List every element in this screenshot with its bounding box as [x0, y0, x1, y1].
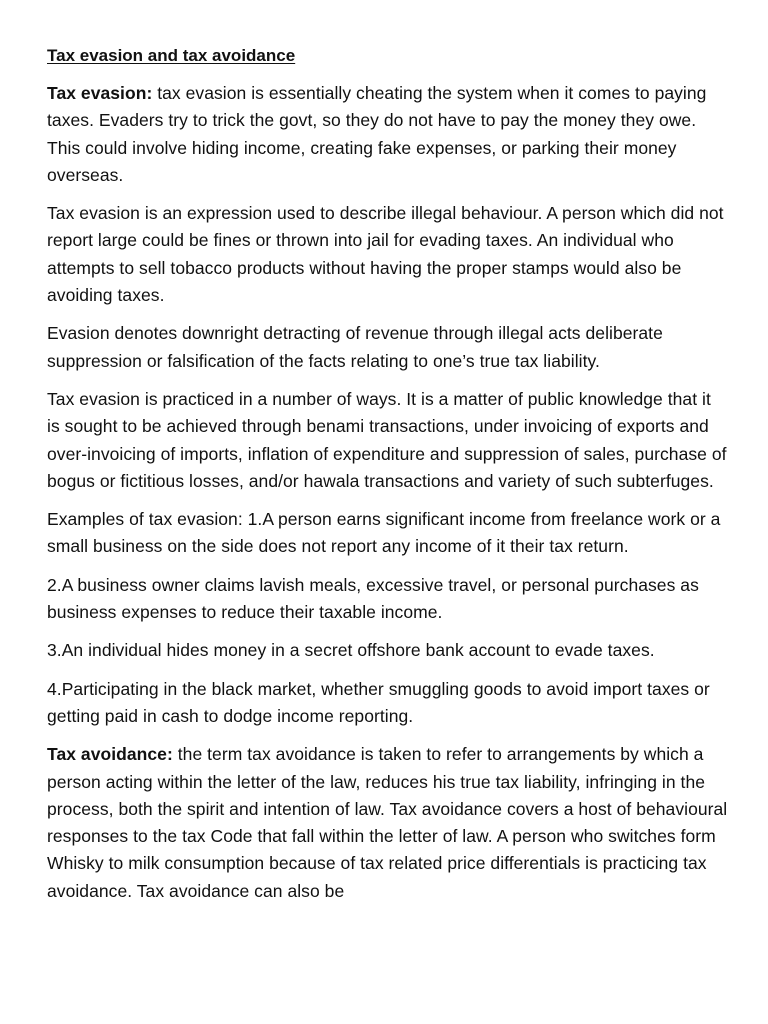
paragraph-text: 4.Participating in the black market, whether smuggling goods to avoid import taxes or getting paid in cash to dodge income reporting. — [47, 678, 710, 726]
paragraph-text: 3.An individual hides money in a secret offshore bank account to evade taxes. — [47, 640, 655, 661]
paragraph-illegal-behaviour — [47, 200, 728, 309]
paragraph-practiced-ways — [47, 386, 728, 495]
term-tax-evasion: Tax evasion: — [47, 83, 153, 103]
paragraph-tax-evasion-definition — [47, 80, 728, 189]
term-tax-avoidance: Tax avoidance: — [47, 744, 173, 765]
paragraph-evasion-denotes — [47, 320, 728, 375]
paragraph-text: Evasion denotes downright detracting of revenue through illegal acts deliberate suppression or falsification of the facts relating to one’s true tax liability. — [47, 323, 663, 371]
paragraph-text: Tax evasion is an expression used to describe illegal behaviour. A person which did not report large could be fines or thrown into jail for evading taxes. An individual who attempts to sell tobacco products without having the proper stamps would also be avoiding taxes. — [47, 203, 724, 306]
paragraph-example-2 — [47, 572, 728, 627]
document-title: Tax evasion and tax avoidance — [47, 46, 296, 65]
paragraph-text: tax evasion is essentially cheating the system when it comes to paying taxes. Evaders try to trick the govt, so they do not have to pay the money they owe. This could involve hiding income, creating fake expenses, or parking their money overseas. — [47, 83, 707, 185]
paragraph-example-4 — [47, 676, 728, 731]
paragraph-text: the term tax avoidance is taken to refer to arrangements by which a person acting within the letter of the law, reduces his true tax liability, infringing in the process, both the spirit and intention of law. Tax avoidance covers a host of behavioural responses to the tax Code that fall within the letter of law. A person who switches form Whisky to milk consumption because of tax related price differentials is practicing tax avoidance. Tax avoidance can also be — [47, 744, 728, 901]
paragraph-example-1 — [47, 506, 728, 561]
paragraph-tax-avoidance-definition — [47, 741, 728, 905]
paragraph-example-3 — [47, 637, 728, 664]
paragraph-text: 2.A business owner claims lavish meals, excessive travel, or personal purchases as business expenses to reduce their taxable income. — [47, 574, 699, 623]
paragraph-text: Examples of tax evasion: 1.A person earns significant income from freelance work or a small business on the side does not report any income of it their tax return. — [47, 509, 721, 557]
paragraph-text: Tax evasion is practiced in a number of ways. It is a matter of public knowledge that it is sought to be achieved through benami transactions, under invoicing of exports and over-invoicing of imports, inflation of expenditure and suppression of sales, purchase of bogus or fictitious losses, and/or hawala transactions and variety of such subterfuges. — [47, 388, 727, 491]
